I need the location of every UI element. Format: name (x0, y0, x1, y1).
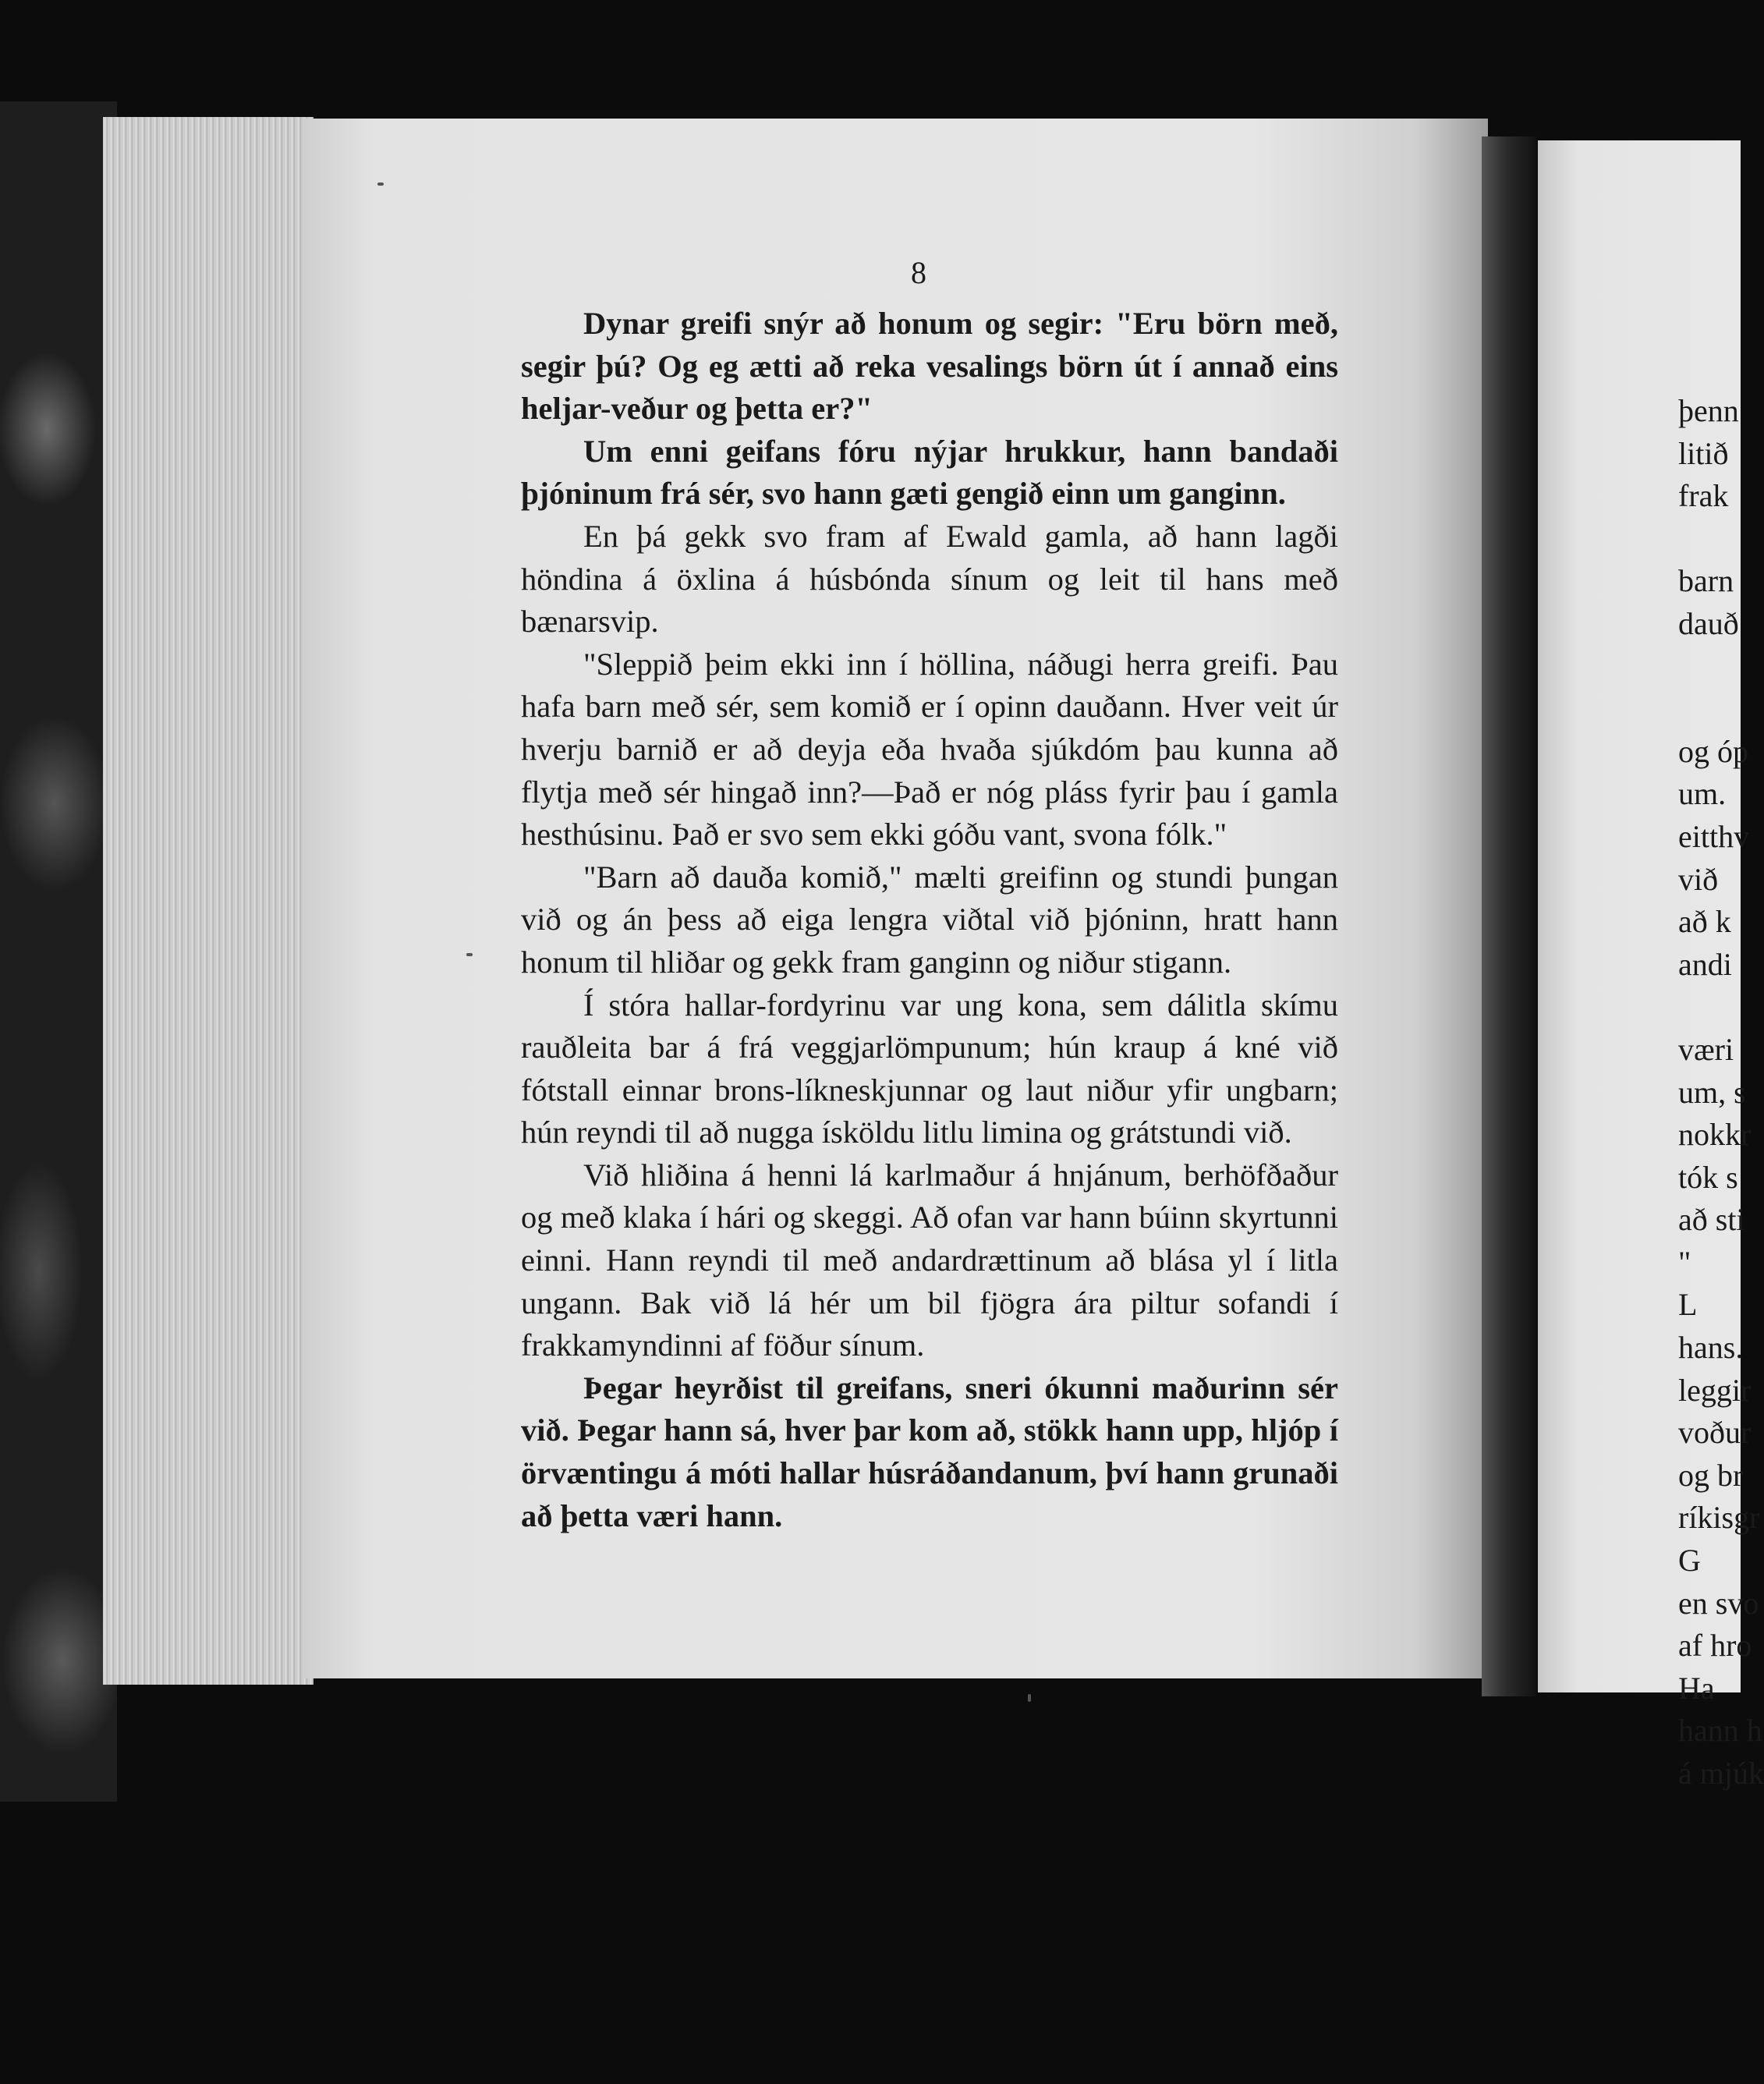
paragraph-1: Dynar greifi snýr að honum og segir: "Eru börn með, segir þú? Og eg ætti að reka vesalings börn út í annað eins heljar-veður og þetta er?" (521, 306, 1338, 427)
right-page-line: af hro (1678, 1628, 1752, 1664)
right-page-line: þenn (1678, 393, 1739, 428)
right-page-line: dauð (1678, 605, 1739, 641)
right-page-line: frak (1678, 478, 1729, 514)
right-page-line: um. (1678, 776, 1727, 812)
page-mark (1028, 1694, 1031, 1702)
right-page-line: hann h (1678, 1713, 1762, 1749)
right-page-line (1678, 986, 1748, 1029)
right-page-line (1678, 688, 1748, 731)
right-page-line: tók s (1678, 1159, 1738, 1195)
right-page-line: að sti (1678, 1202, 1745, 1238)
right-page-line: á mjúk (1678, 1756, 1764, 1791)
right-page-line: G (1678, 1543, 1701, 1579)
book-gutter (1482, 136, 1536, 1696)
paragraph-8: Þegar heyrðist til greifans, sneri ókunni maðurinn sér við. Þegar hann sá, hver þar kom að, stökk hann upp, hljóp í örvæntingu á móti hallar húsráðandanum, því hann grunaði að þetta væri hann. (521, 1370, 1338, 1533)
right-page-line: barn (1678, 563, 1734, 599)
right-page-line: voður (1678, 1415, 1752, 1451)
paragraph-2: Um enni geifans fóru nýjar hrukkur, hann bandaði þjóninum frá sér, svo hann gæti gengið einn um ganginn. (521, 433, 1338, 512)
paragraph-5: "Barn að dauða komið," mælti greifinn og stundi þungan við og án þess að eiga lengra viðtal við þjóninn, hratt hann honum til hliðar og gekk fram ganginn og niður stigann. (521, 859, 1338, 980)
page-mark (377, 183, 384, 186)
right-page-line: ríkisgr (1678, 1500, 1760, 1536)
page-text-block (521, 303, 1338, 1537)
right-page-line: hans. (1678, 1330, 1744, 1366)
right-page-line: um, s (1678, 1074, 1746, 1110)
right-page-line: Ha (1678, 1670, 1715, 1706)
right-page-line: en svo (1678, 1585, 1759, 1621)
dark-background-left (0, 101, 117, 1802)
paragraph-3: En þá gekk svo fram af Ewald gamla, að hann lagði höndina á öxlina á húsbónda sínum og leit til hans með bænarsvip. (521, 518, 1338, 640)
right-page-line (1678, 518, 1748, 561)
page-mark (466, 953, 473, 956)
right-page-line: væri (1678, 1031, 1734, 1067)
right-page-line: leggir (1678, 1372, 1752, 1408)
right-page-line: eitthv (1678, 818, 1750, 854)
right-page-line: andi (1678, 946, 1732, 982)
right-page-line: L (1678, 1287, 1698, 1323)
right-page-line: að k (1678, 904, 1731, 940)
right-page-line (1678, 646, 1748, 689)
paragraph-7: Við hliðina á henni lá karlmaður á hnjánum, berhöfðaður og með klaka í hári og skeggi. Að ofan var hann búinn skyrtunni einni. Hann reyndi til með andardrættinum að blása yl í litla ungann. Bak við lá hér um bil fjögra ára piltur sofandi í frakkamyndinni af föður sínum. (521, 1157, 1338, 1363)
paragraph-6: Í stóra hallar-fordyrinu var ung kona, sem dálitla skímu rauðleita bar á frá veggjarlömpunum; hún kraup á kné við fótstall einnar brons-líkneskjunnar og laut niður yfir ungbarn; hún reyndi til að nugga ísköldu litlu limina og grátstundi við. (521, 987, 1338, 1150)
right-page-line: við (1678, 861, 1719, 897)
right-page-line: og óp (1678, 733, 1748, 769)
right-page-line: " (1678, 1244, 1691, 1280)
paragraph-4: "Sleppið þeim ekki inn í höllina, náðugi herra greifi. Þau hafa barn með sér, sem komið er í opinn dauðann. Hver veit úr hverju barnið er að deyja eða hvaða sjúkdóm þau kunna að flytja með sér hingað inn?—Það er nóg pláss fyrir þau í gamla hesthúsinu. Það er svo sem ekki góðu vant, svona fólk." (521, 646, 1338, 852)
page-edges-stack (103, 117, 313, 1685)
page-number: 8 (911, 255, 926, 290)
right-page-text-fragments (1678, 390, 1764, 1795)
right-page-line: nokkr (1678, 1117, 1752, 1153)
right-page-line: og br (1678, 1457, 1744, 1493)
right-page-line: litið (1678, 435, 1729, 471)
